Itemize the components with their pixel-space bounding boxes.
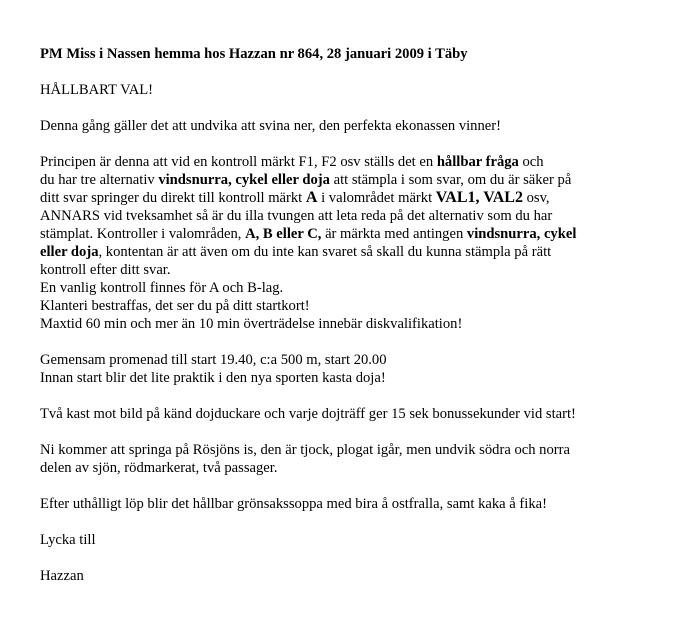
text-run: är märkta med antingen [321,226,467,242]
signature-paragraph [40,567,660,585]
signature-text: Hazzan [40,568,84,584]
text-run: osv, [522,190,550,206]
terrain-line-1: Ni kommer att springa på Rösjöns is, den är tjock, plogat igår, men undvik södra och norra [40,442,570,458]
closing-paragraph [40,531,660,549]
principle-line-8: En vanlig kontroll finnes för A och B-lag. [40,280,284,296]
after-text: Efter uthålligt löp blir det hållbar grönsakssoppa med bira å ostfralla, samt kaka å fika! [40,496,547,512]
throws-text: Två kast mot bild på känd dojduckare och varje dojträff ger 15 sek bonussekunder vid start! [40,406,576,422]
text-run: ditt svar springer du direkt till kontroll märkt [40,190,306,206]
principle-line-9: Klanteri bestraffas, det ser du på ditt startkort! [40,298,310,314]
bold-run: VAL1, VAL2 [435,189,523,206]
text-run: och [518,154,544,170]
start-line-1: Gemensam promenad till start 19.40, c:a 500 m, start 20.00 [40,352,387,368]
bold-run: vindsnurra, cykel eller doja [158,172,330,188]
document-title: PM Miss i Nassen hemma hos Hazzan nr 864, 28 januari 2009 i Täby [40,46,468,62]
terrain-line-2: delen av sjön, rödmarkerat, två passager. [40,460,278,476]
text-run: Principen är denna att vid en kontroll märkt F1, F2 osv ställs det en [40,154,437,170]
text-run: i valområdet märkt [317,190,436,206]
principle-line-6 [40,243,660,261]
bold-run: hållbar fråga [436,154,519,170]
bold-run: A, B eller C, [245,226,322,242]
principle-line-2 [40,171,660,189]
principle-line-7: kontroll efter ditt svar. [40,262,171,278]
start-paragraph [40,351,660,387]
principle-line-10: Maxtid 60 min och mer än 10 min överträdelse innebär diskvalifikation! [40,316,463,332]
intro-paragraph [40,117,660,135]
throws-paragraph [40,405,660,423]
document-page [40,45,660,603]
principle-line-1 [40,153,660,171]
text-run: du har tre alternativ [40,172,159,188]
after-paragraph [40,495,660,513]
principle-line-3 [40,189,660,207]
closing-text: Lycka till [40,532,96,548]
bold-run: A [305,189,318,206]
principle-line-4: ANNARS vid tveksamhet så är du illa tvungen att leta reda på det alternativ som du har [40,208,553,224]
text-run: stämplat. Kontroller i valområden, [40,226,246,242]
intro-text: Denna gång gäller det att undvika att svina ner, den perfekta ekonassen vinner! [40,118,501,134]
text-run: att stämpla i som svar, om du är säker på [329,172,572,188]
principle-paragraph [40,153,660,333]
document-heading: HÅLLBART VAL! [40,82,154,98]
start-line-2: Innan start blir det lite praktik i den nya sporten kasta doja! [40,370,386,386]
bold-run: vindsnurra, cykel [466,226,577,242]
bold-run: eller doja [40,244,99,260]
principle-line-5 [40,225,660,243]
terrain-paragraph [40,441,660,477]
text-run: , kontentan är att även om du inte kan svaret så skall du kunna stämpla på rätt [98,244,552,260]
